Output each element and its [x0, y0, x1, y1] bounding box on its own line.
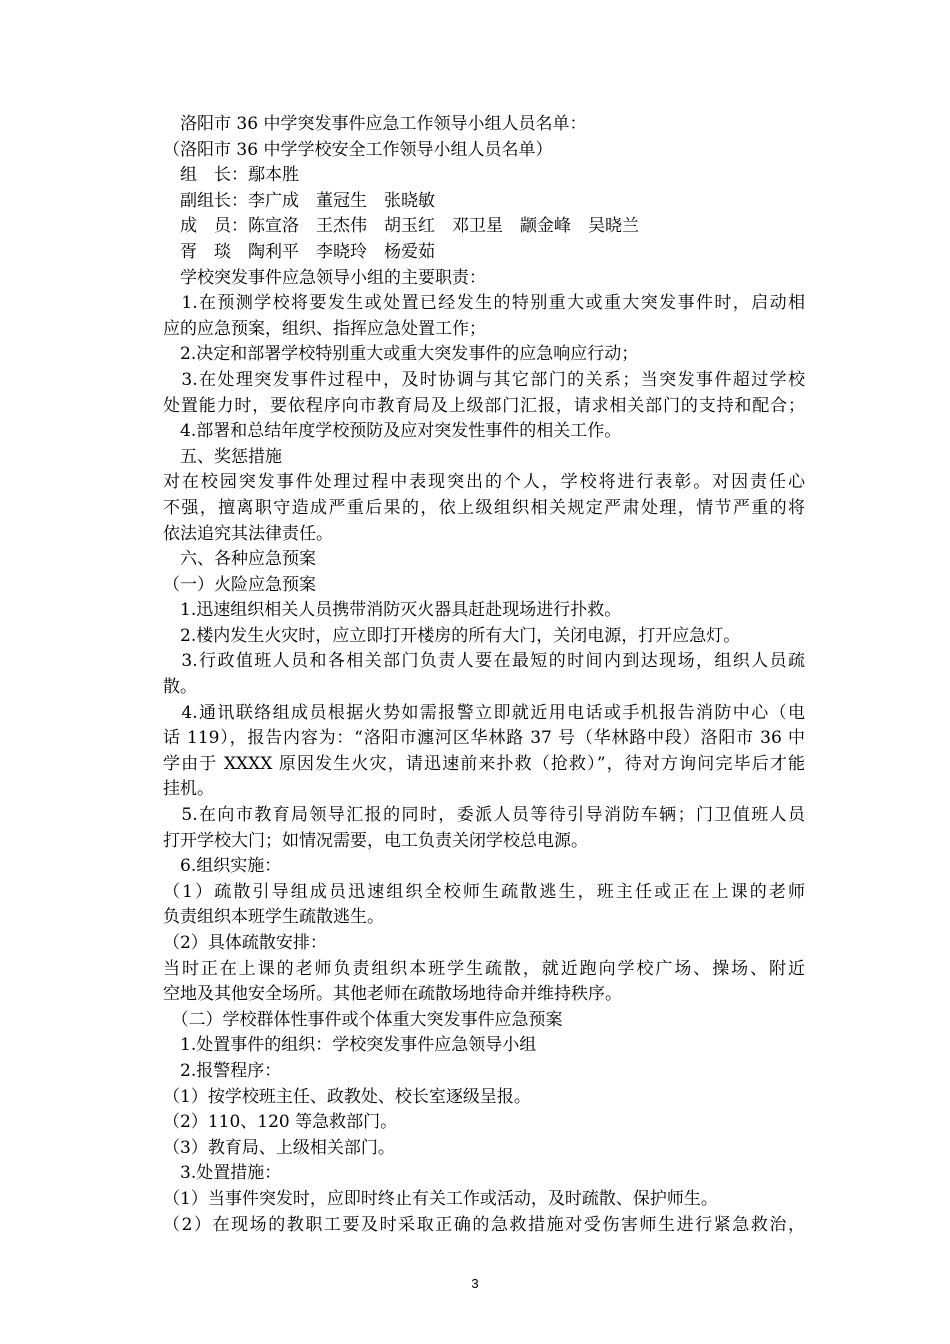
text-line: 处置能力时，要依程序向市教育局及上级部门汇报，请求相关部门的支持和配合； — [163, 395, 805, 416]
text-line: （1）按学校班主任、政教处、校长室逐级呈报。 — [163, 1086, 531, 1107]
text-line: 依法追究其法律责任。 — [163, 523, 333, 544]
text-line: 洛阳市 36 中学突发事件应急工作领导小组人员名单： — [163, 114, 587, 134]
text-line: 3.行政值班人员和各相关部门负责人要在最短的时间内到达现场，组织人员疏 — [163, 651, 805, 672]
text-line: 当时正在上课的老师负责组织本班学生疏散，就近跑向学校广场、操场、附近 — [163, 958, 805, 979]
text-line: 成 员：陈宣洛 王杰伟 胡玉红 邓卫星 颛金峰 吴晓兰 — [163, 216, 639, 237]
text-line: 打开学校大门；如情况需要，电工负责关闭学校总电源。 — [163, 830, 588, 851]
text-line: （二）学校群体性事件或个体重大突发事件应急预案 — [163, 1009, 563, 1030]
text-line: 话 119），报告内容为：“洛阳市瀍河区华林路 37 号（华林路中段）洛阳市 36 中 — [163, 728, 805, 749]
text-line: 应的应急预案，组织、指挥应急处置工作； — [163, 318, 486, 339]
text-line: 胥 琰 陶利平 李晓玲 杨爱茹 — [163, 241, 435, 262]
text-line: 学校突发事件应急领导小组的主要职责： — [163, 267, 486, 288]
text-line: 六、各种应急预案 — [163, 549, 316, 570]
text-line: （3）教育局、上级相关部门。 — [163, 1137, 395, 1158]
text-line: 2.决定和部署学校特别重大或重大突发事件的应急响应行动； — [163, 344, 639, 365]
text-line: （2）具体疏散安排： — [163, 933, 327, 953]
text-line: 1.迅速组织相关人员携带消防灭火器具赶赴现场进行扑救。 — [163, 600, 622, 621]
text-line: （一）火险应急预案 — [163, 574, 316, 595]
text-line: 对在校园突发事件处理过程中表现突出的个人，学校将进行表彰。对因责任心 — [163, 472, 805, 493]
text-line: （2）在现场的教职工要及时采取正确的急救措施对受伤害师生进行紧急救治， — [163, 1214, 805, 1235]
text-line: 空地及其他安全场所。其他老师在疏散场地待命并维持秩序。 — [163, 984, 622, 1005]
text-line: 6.组织实施： — [163, 856, 282, 877]
text-line: （1）疏散引导组成员迅速组织全校师生疏散逃生，班主任或正在上课的老师 — [163, 881, 805, 902]
text-line: 学由于 XXXX 原因发生火灾，请迅速前来扑救（抢救）”，待对方询问完毕后才能 — [163, 753, 805, 774]
text-line: 2.报警程序： — [163, 1060, 282, 1081]
text-line: 五、奖惩措施 — [163, 446, 282, 467]
text-line: 2.楼内发生火灾时，应立即打开楼房的所有大门，关闭电源，打开应急灯。 — [163, 625, 741, 646]
text-line: 4.通讯联络组成员根据火势如需报警立即就近用电话或手机报告消防中心（电 — [163, 702, 805, 723]
text-line: 5.在向市教育局领导汇报的同时，委派人员等待引导消防车辆；门卫值班人员 — [163, 805, 805, 826]
document-body — [163, 112, 805, 1238]
text-line: 1.处置事件的组织：学校突发事件应急领导小组 — [163, 1035, 537, 1056]
text-line: （2）110、120 等急救部门。 — [163, 1112, 398, 1133]
text-line: 3.在处理突发事件过程中，及时协调与其它部门的关系；当突发事件超过学校 — [163, 369, 805, 390]
text-line: 副组长：李广成 董冠生 张晓敏 — [163, 190, 435, 211]
text-line: （洛阳市 36 中学学校安全工作领导小组人员名单） — [163, 139, 553, 160]
text-line: 不强，擅离职守造成严重后果的，依上级组织相关规定严肃处理，情节严重的将 — [163, 497, 805, 518]
text-line: 散。 — [163, 677, 197, 698]
text-line: 负责组织本班学生疏散逃生。 — [163, 907, 384, 928]
text-line: 挂机。 — [163, 779, 214, 800]
text-line: 1.在预测学校将要发生或处置已经发生的特别重大或重大突发事件时，启动相 — [163, 293, 805, 314]
text-line: （1）当事件突发时，应即时终止有关工作或活动，及时疏散、保护师生。 — [163, 1188, 718, 1209]
text-line: 组 长：鄢本胜 — [163, 165, 299, 186]
text-line: 4.部署和总结年度学校预防及应对突发性事件的相关工作。 — [163, 421, 622, 442]
page-number: 3 — [471, 1276, 479, 1291]
text-line: 3.处置措施： — [163, 1163, 282, 1184]
